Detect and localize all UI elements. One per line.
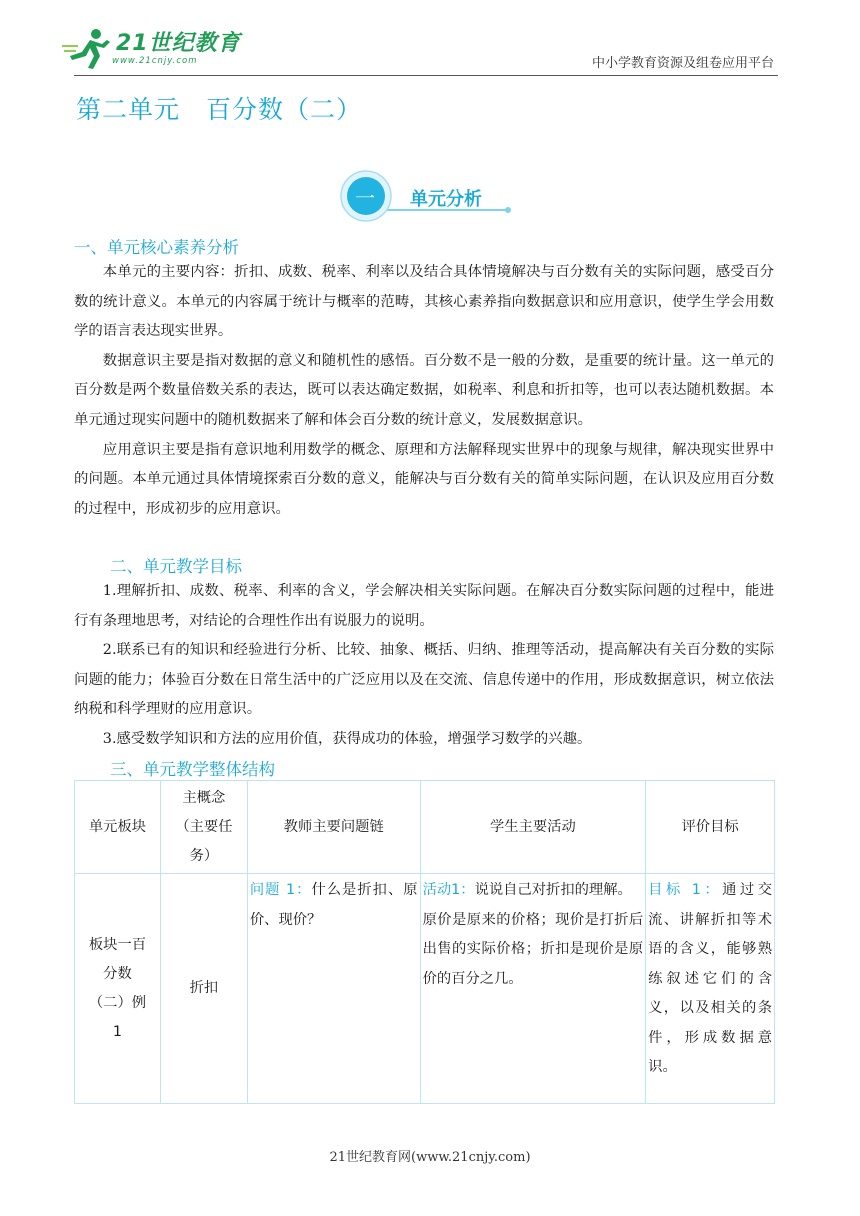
table-row	[75, 874, 775, 1104]
table-header-cell: 单元板块	[75, 781, 161, 874]
table-cell-activity	[420, 874, 646, 1104]
activity-text: 说说自己对折扣的理解。	[474, 882, 632, 898]
goal-label: 目标 1：	[648, 882, 723, 898]
table-cell-block: 板块一百分数（二）例1	[75, 874, 161, 1104]
question-text: 什么是折扣、原价、现价？	[249, 882, 418, 928]
logo-text: 21世纪教育	[116, 31, 241, 56]
goals-text	[74, 577, 774, 755]
structure-table	[74, 780, 775, 1104]
table-cell-concept: 折扣	[160, 874, 247, 1104]
table-header-row	[75, 781, 775, 874]
table-header-cell: 教师主要问题链	[247, 781, 420, 874]
section-heading-analysis: 一、单元核心素养分析	[74, 238, 239, 257]
page-header	[0, 0, 860, 86]
paragraph: 1.理解折扣、成数、税率、利率的含义，学会解决相关实际问题。在解决百分数实际问题的过程中，能进行有条理地思考，对结论的合理性作出有说服力的说明。	[74, 583, 774, 629]
paragraph: 本单元的主要内容：折扣、成数、税率、利率以及结合具体情境解决与百分数有关的实际问题，感受百分数的统计意义。本单元的内容属于统计与概率的范畴，其核心素养指向数据意识和应用意识，使学生学会用数学的语言表达现实世界。	[74, 264, 774, 340]
goal-text: 通过交流、讲解折扣等术语的含义，能够熟练叙述它们的含义，以及相关的条件，形成数据意识。	[648, 882, 773, 1075]
runner-icon	[60, 26, 116, 70]
table-header-cell: 主概念（主要任务）	[160, 781, 247, 874]
site-logo[interactable]	[60, 26, 260, 76]
paragraph: 3.感受数学知识和方法的应用价值，获得成功的体验，增强学习数学的兴趣。	[102, 730, 592, 747]
header-divider	[74, 75, 778, 76]
section-badge	[340, 170, 540, 222]
logo-url: www.21cnjy.com	[112, 56, 198, 66]
activity-detail: 原价是原来的价格；现价是打折后出售的实际价格；折扣是现价是原价的百分之几。	[422, 911, 644, 987]
badge-label: 单元分析	[410, 189, 482, 210]
activity-label: 活动1：	[422, 882, 475, 898]
table-cell-goal	[646, 874, 775, 1104]
paragraph: 2.联系已有的知识和经验进行分析、比较、抽象、概括、归纳、推理等活动，提高解决有关百分数的实际问题的能力；体验百分数在日常生活中的广泛应用以及在交流、信息传递中的作用，形成数据意识，树立依法纳税和科学理财的应用意识。	[74, 642, 774, 718]
table-header-cell: 评价目标	[646, 781, 775, 874]
table-header-cell: 学生主要活动	[420, 781, 646, 874]
paragraph: 应用意识主要是指有意识地利用数学的概念、原理和方法解释现实世界中的现象与规律，解决现实世界中的问题。本单元通过具体情境探索百分数的意义，能解决与百分数有关的简单实际问题，在认识及应用百分数的过程中，形成初步的应用意识。	[74, 441, 774, 517]
table-cell-question	[247, 874, 420, 1104]
badge-numeral: 一	[355, 186, 375, 210]
platform-name: 中小学教育资源及组卷应用平台	[591, 56, 774, 71]
section-heading-goals: 二、单元教学目标	[110, 557, 242, 576]
analysis-text	[74, 258, 774, 524]
paragraph: 数据意识主要是指对数据的意义和随机性的感悟。百分数不是一般的分数，是重要的统计量。这一单元的百分数是两个数量倍数关系的表达，既可以表达确定数据，如税率、利息和折扣等，也可以表达随机数据。本单元通过现实问题中的随机数据来了解和体会百分数的统计意义，发展数据意识。	[74, 352, 774, 428]
section-heading-structure: 三、单元教学整体结构	[110, 760, 275, 779]
question-label: 问题 1：	[249, 882, 312, 898]
page-title: 第二单元 百分数（二）	[76, 95, 363, 124]
page-footer: 21世纪教育网(www.21cnjy.com)	[329, 1150, 531, 1165]
